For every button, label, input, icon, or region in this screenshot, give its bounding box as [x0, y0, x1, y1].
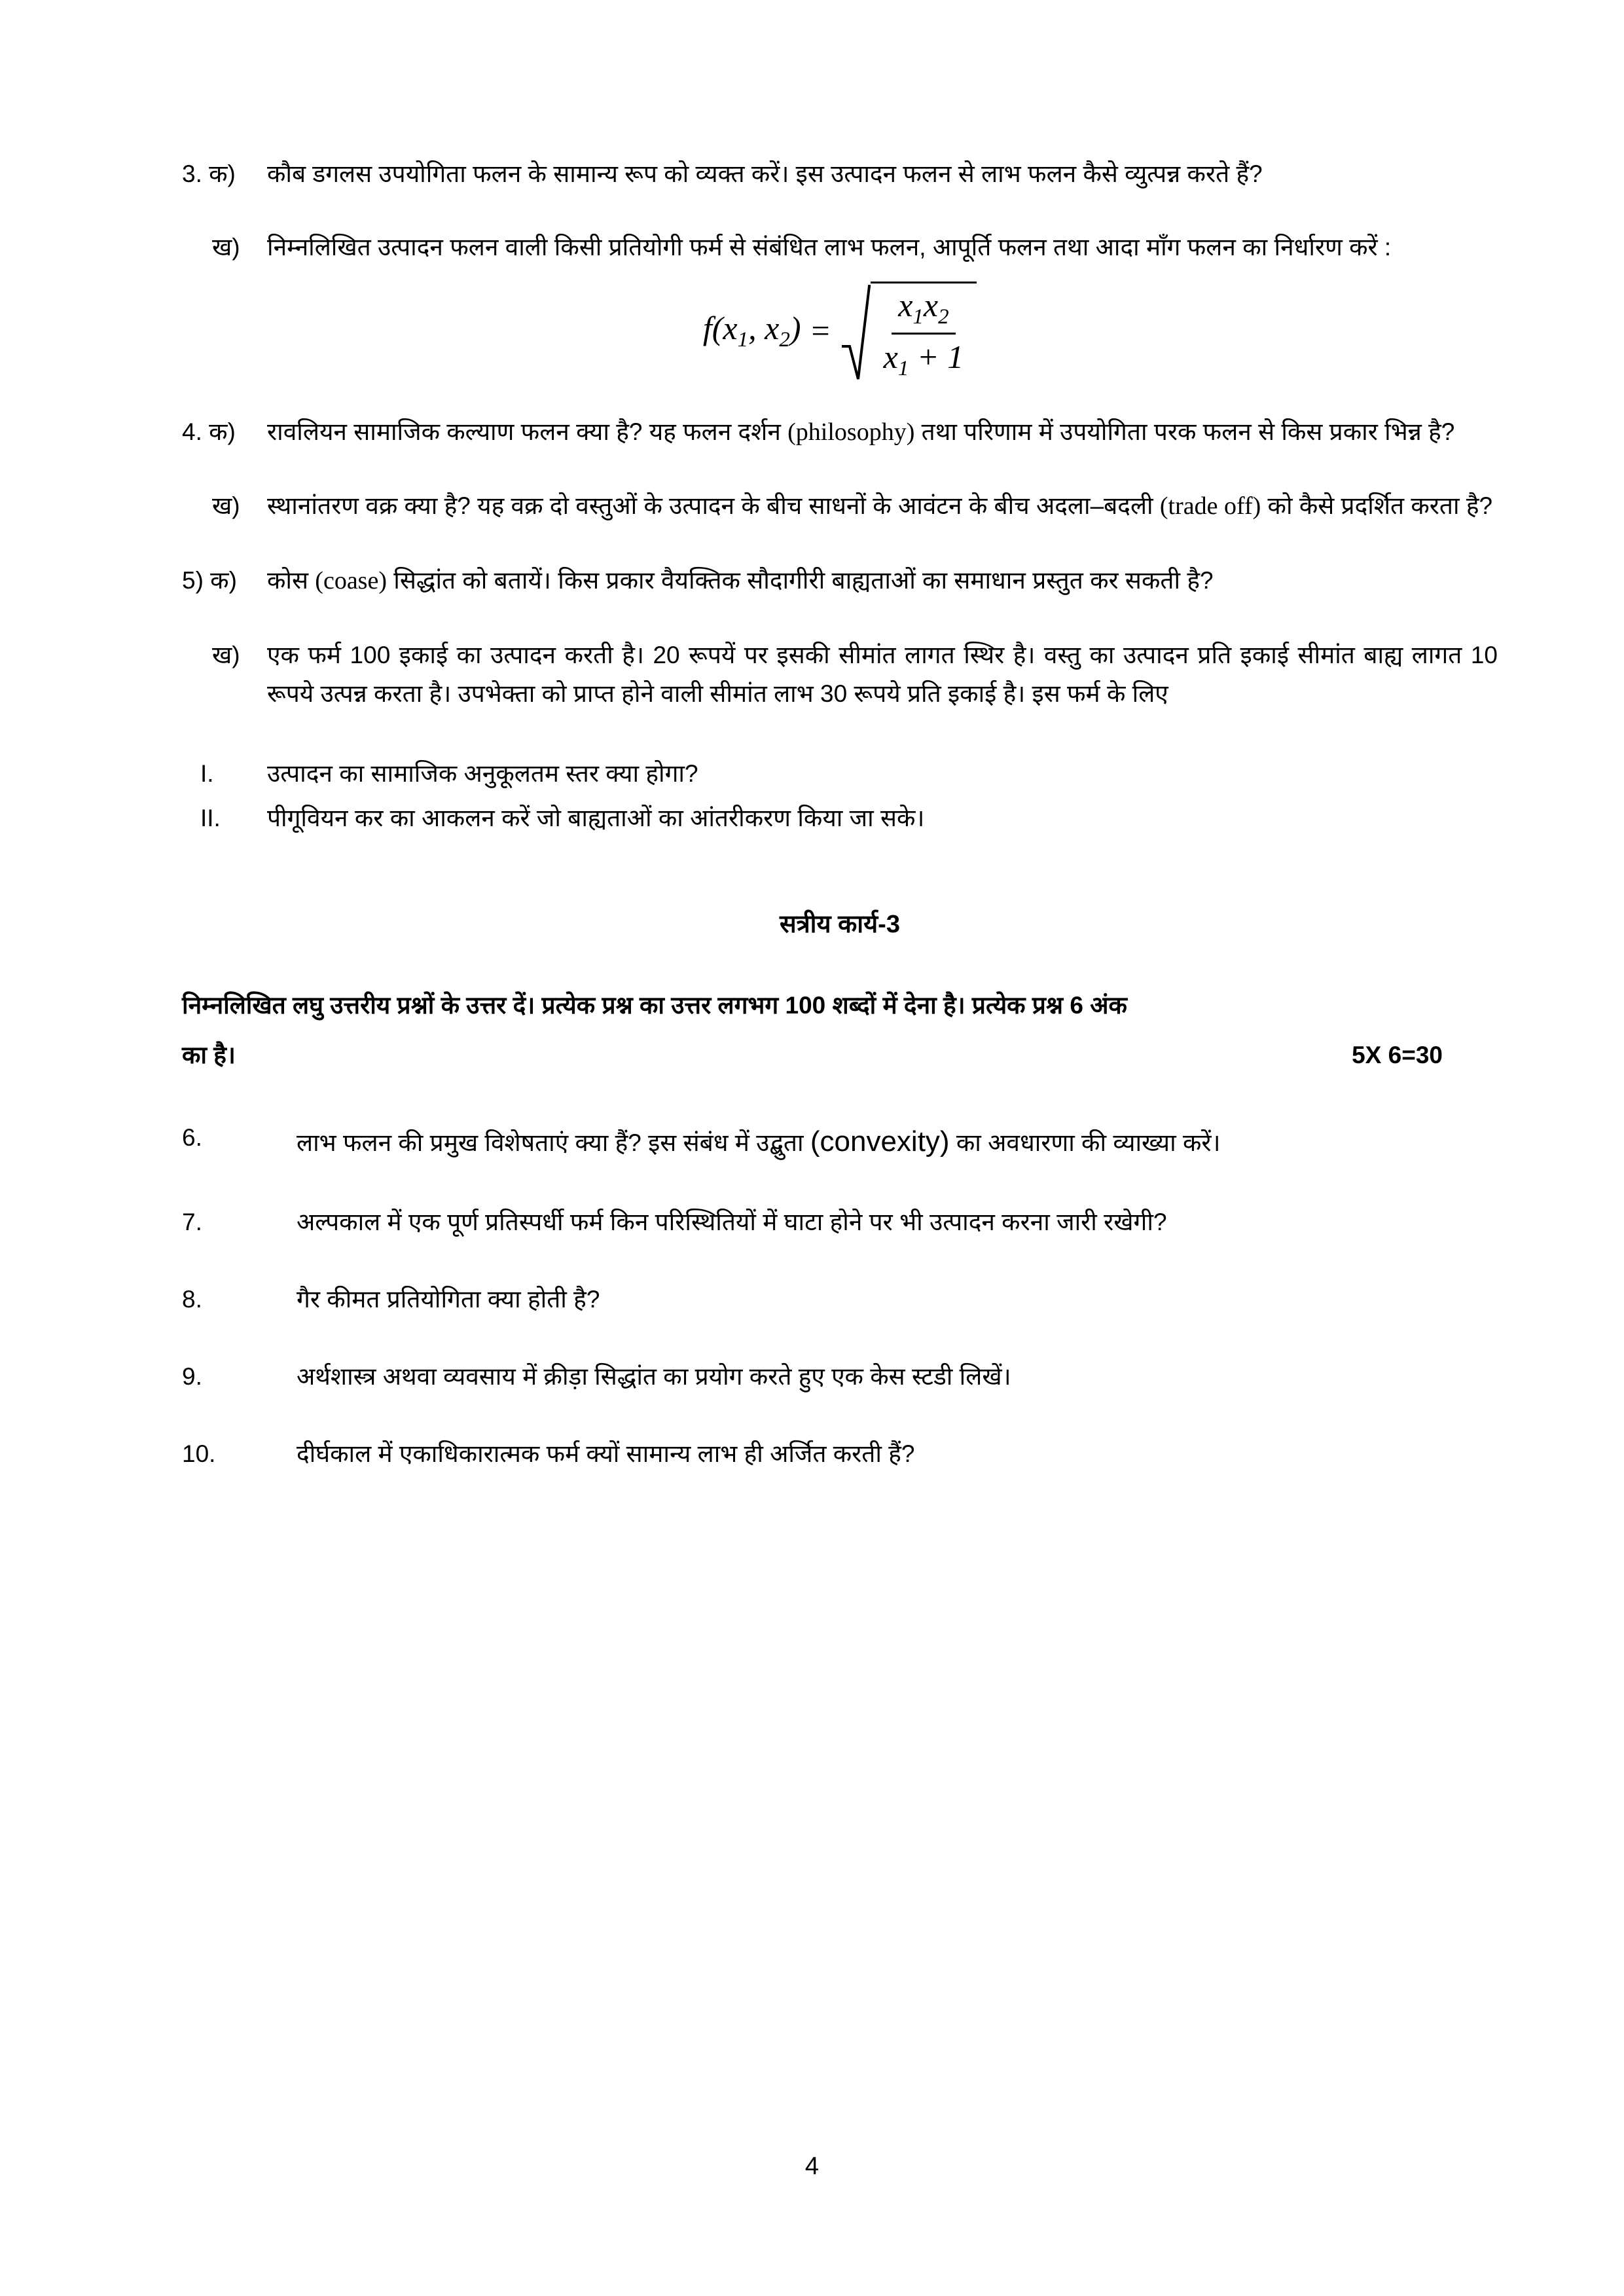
question-4a-text-after: तथा परिणाम में उपयोगिता परक फलन से किस प्रकार भिन्न है? — [914, 418, 1455, 445]
question-9-marker: 9. — [182, 1363, 202, 1391]
question-3a-text: कौब डगलस उपयोगिता फलन के सामान्य रूप को व्यक्त करें। इस उत्पादन फलन से लाभ फलन कैसे व्युत्पन्न करते हैं? — [267, 160, 1263, 187]
sub-item-1-text: उत्पादन का सामाजिक अनुकूलतम स्तर क्या होगा? — [267, 760, 698, 788]
question-5a-text — [267, 561, 1498, 602]
question-4a-text — [267, 412, 1498, 453]
question-9 — [182, 1357, 1498, 1396]
section-instructions-line2: का है। — [182, 1042, 236, 1069]
question-8-text: गैर कीमत प्रतियोगिता क्या होती है? — [297, 1286, 600, 1313]
section-instructions-line1: निम्नलिखित लघु उत्तरीय प्रश्नों के उत्तर दें। प्रत्येक प्रश्न का उत्तर लगभग 100 शब्दों में देना है। प्रत्येक प्रश्न 6 अंक — [182, 992, 1127, 1019]
question-3b-marker: ख) — [212, 233, 240, 261]
question-3b-text: निम्नलिखित उत्पादन फलन वाली किसी प्रतियोगी फर्म से संबंधित लाभ फलन, आपूर्ति फलन तथा आदा माँग फलन का निर्धारण करें : — [267, 233, 1392, 261]
production-function-formula — [703, 282, 977, 384]
question-10-text: दीर्घकाल में एकाधिकारात्मक फर्म क्यों सामान्य लाभ ही अर्जित करती हैं? — [297, 1440, 915, 1468]
question-5a-marker: 5) क) — [182, 566, 237, 594]
formula-denominator: $x_1 + 1$ — [883, 338, 964, 380]
sub-item-2-text: पीगूवियन कर का आकलन करें जो बाह्यताओं का आंतरीकरण किया जा सके। — [267, 805, 925, 832]
question-8 — [182, 1280, 1498, 1319]
question-5b-marker: ख) — [212, 641, 240, 668]
question-4b-marker: ख) — [212, 492, 240, 520]
question-5a-latin-term: (coase) — [315, 566, 387, 594]
question-4b-latin-term: (trade off) — [1159, 492, 1261, 520]
question-8-marker: 8. — [182, 1286, 202, 1313]
question-6-latin-term: (convexity) — [810, 1125, 950, 1158]
question-6-text — [297, 1118, 1498, 1165]
sub-item-2 — [182, 799, 1498, 838]
question-4b-text-after: को कैसे प्रदर्शित करता है? — [1261, 492, 1493, 520]
question-3a-marker: 3. क) — [182, 160, 236, 187]
question-7-text: अल्पकाल में एक पूर्ण प्रतिस्पर्धी फर्म किन परिस्थितियों में घाटा होने पर भी उत्पादन करना जारी रखेगी? — [297, 1209, 1167, 1236]
question-6-marker: 6. — [182, 1124, 202, 1152]
formula-block — [182, 282, 1498, 384]
question-5a-text-before: कोस — [267, 566, 316, 594]
sub-item-1 — [182, 754, 1498, 793]
question-10 — [182, 1434, 1498, 1474]
question-6-text-before: लाभ फलन की प्रमुख विशेषताएं क्या हैं? इस संबंध में उद्बुता — [297, 1129, 810, 1157]
formula-numerator: $x_1x_2$ — [892, 283, 955, 335]
question-6-text-after: का अवधारणा की व्याख्या करें। — [949, 1129, 1221, 1157]
question-7 — [182, 1203, 1498, 1242]
question-5b — [182, 636, 1498, 714]
section-title: सत्रीय कार्य-3 — [780, 911, 900, 939]
section-marks-note: 5X 6=30 — [1352, 1042, 1443, 1069]
question-4a-marker: 4. क) — [182, 418, 236, 445]
sub-item-2-marker: II. — [200, 805, 221, 832]
question-5a — [182, 561, 1498, 602]
formula-left-hand-side: $f(x_1$, $x_2$) — [702, 309, 801, 352]
question-4a-latin-term: (philosophy) — [787, 418, 915, 446]
sub-item-1-marker: I. — [200, 760, 214, 788]
question-5a-text-after: सिद्धांत को बतायें। किस प्रकार वैयक्तिक सौदागीरी बाह्यताओं का समाधान प्रस्तुत कर सकती है? — [387, 566, 1214, 594]
section-instructions-line2-row — [182, 1036, 1498, 1075]
question-4a — [182, 412, 1498, 453]
formula-equals-sign: = — [811, 312, 830, 349]
page-number: 4 — [804, 2153, 820, 2180]
question-9-text: अर्थशास्त्र अथवा व्यवसाय में क्रीड़ा सिद्धांत का प्रयोग करते हुए एक केस स्टडी लिखें। — [297, 1363, 1011, 1391]
square-root-symbol — [840, 283, 871, 382]
question-3a — [182, 155, 1498, 194]
question-7-marker: 7. — [182, 1209, 202, 1236]
question-4a-text-before: रावलियन सामाजिक कल्याण फलन क्या है? यह फलन दर्शन — [267, 418, 788, 445]
question-4b — [182, 486, 1498, 527]
question-5b-text: एक फर्म 100 इकाई का उत्पादन करती है। 20 रूपयें पर इसकी सीमांत लागत स्थिर है। वस्तु का उत्पादन प्रति इकाई सीमांत बाह्य लागत 10 रूपये उत्पन्न करता है। उपभेक्ता को प्राप्त होने वाली सीमांत लाभ 30 रूपये प्रति इकाई है। इस फर्म के लिए — [267, 641, 1498, 708]
question-4b-text — [267, 486, 1498, 527]
question-4b-text-before: स्थानांतरण वक्र क्या है? यह वक्र दो वस्तुओं के उत्पादन के बीच साधनों के आवंटन के बीच अदला–बदली — [267, 492, 1160, 520]
formula-fraction — [871, 282, 977, 384]
page-content — [182, 155, 1498, 1512]
question-6 — [182, 1118, 1498, 1165]
question-3b — [182, 228, 1498, 267]
question-10-marker: 10. — [182, 1440, 216, 1468]
